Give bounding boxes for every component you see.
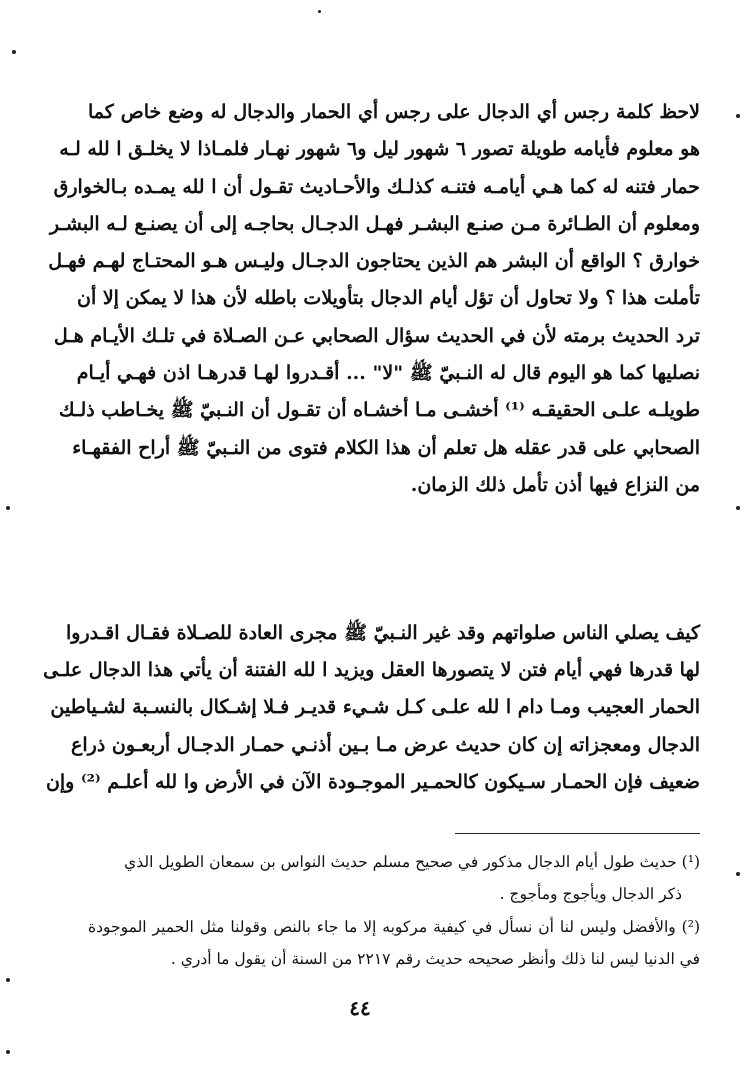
- text-line: ومعلوم أن الطـائرة مـن صنـع البشـر فهـل الدجـال بحاجـه إلى أن يصنـع لـه البشـر: [49, 212, 700, 235]
- text-line: خوارق ؟ الواقع أن البشر هم الذين يحتاجون الدجـال وليـس هـو المحتـاج لهـم فهـل: [48, 250, 700, 273]
- footnote-line: ذكر الدجال ويأجوج ومأجوج .: [499, 885, 682, 903]
- text-line: الدجال ومعجزاته إن كان حديث عرض مـا بـين أذنـي حمـار الدجـال أربعـون ذراع: [71, 733, 700, 756]
- scan-speck: [6, 506, 10, 510]
- footnote-separator: [455, 833, 700, 834]
- scan-speck: [318, 10, 321, 13]
- text-line: هو معلوم فأيامه طويلة تصور ٦ شهور ليل و٦ شهور نهـار فلمـاذا لا يخلـق ا لله لـه: [59, 138, 700, 161]
- page-number: ٤٤: [349, 996, 371, 1020]
- text-line: الحمار العجيب ومـا دام ا لله علـى كـل شـيء قديـر فـلا إشـكال بالنسـبة لشـياطين: [50, 696, 700, 719]
- body-paragraph-1: [48, 94, 700, 504]
- body-paragraph-2: [43, 615, 700, 801]
- scan-speck: [6, 978, 10, 982]
- text-line: من النزاع فيها أذن تأمل ذلك الزمان.: [410, 473, 700, 496]
- scan-speck: [12, 50, 16, 54]
- footnote-1: [88, 846, 700, 910]
- scan-speck: [736, 506, 740, 510]
- text-line: لاحظ كلمة رجس أي الدجال على رجس أي الحمار والدجال له وضع خاص كما: [88, 101, 700, 123]
- text-line: ترد الحديث برمته لأن في الحديث سؤال الصحابي عـن الصـلاة في تلـك الأيـام هـل: [53, 324, 700, 347]
- text-line: الصحابي على قدر عقله هل تعلم أن هذا الكلام فتوى من النـبيّ ﷺ أراح الفقهـاء: [72, 436, 700, 459]
- footnote-2: [88, 911, 700, 975]
- text-line: طويلـه علـى الحقيقـه ⁽¹⁾ أخشـى مـا أخشـاه أن تقـول أن النـبيّ ﷺ يخـاطب ذلـك: [58, 399, 700, 422]
- footnote-line: (¹) حديث طول أيام الدجال مذكور في صحيح مسلم حديث النواس بن سمعان الطويل الذي: [124, 853, 700, 871]
- text-line: كيف يصلي الناس صلواتهم وقد غير النـبيّ ﷺ مجرى العادة للصـلاة فقـال اقـدروا: [65, 622, 700, 644]
- scan-speck: [6, 1050, 10, 1054]
- scan-speck: [736, 872, 740, 876]
- text-line: تأملت هذا ؟ ولا تحاول أن تؤل أيام الدجال بتأويلات باطله لأن هذا لا يمكن إلا أن: [76, 287, 700, 310]
- footnote-line: (²) والأفضل وليس لنا أن نسأل في كيفية مركوبه إلا ما جاء بالنص وقولنا مثل الحمير الموجودة: [88, 918, 700, 936]
- text-line: ضعيف فإن الحمـار سـيكون كالحمـير الموجـودة الآن في الأرض وا لله أعلـم ⁽²⁾ وإن: [45, 770, 700, 793]
- scan-speck: [736, 114, 740, 118]
- text-line: نصليها كما هو اليوم قال له النـبيّ ﷺ "لا" ... أقـدروا لهـا قدرهـا اذن فهـي أيـام: [76, 362, 700, 385]
- text-line: حمار فتنه له كما هـي أيامـه فتنـه كذلـك والأحـاديث تقـول أن ا لله يمـده بـالخوارق: [53, 175, 700, 198]
- footnote-line: في الدنيا ليس لنا ذلك وأنظر صحيحه حديث رقم ٢٢١٧ من السنة أن يقول ما أدري .: [170, 950, 700, 968]
- text-line: لها قدرها فهي أيام فتن لا يتصورها العقل ويزيد ا لله الفتنة أن يأتي هذا الدجال علـى: [43, 659, 700, 682]
